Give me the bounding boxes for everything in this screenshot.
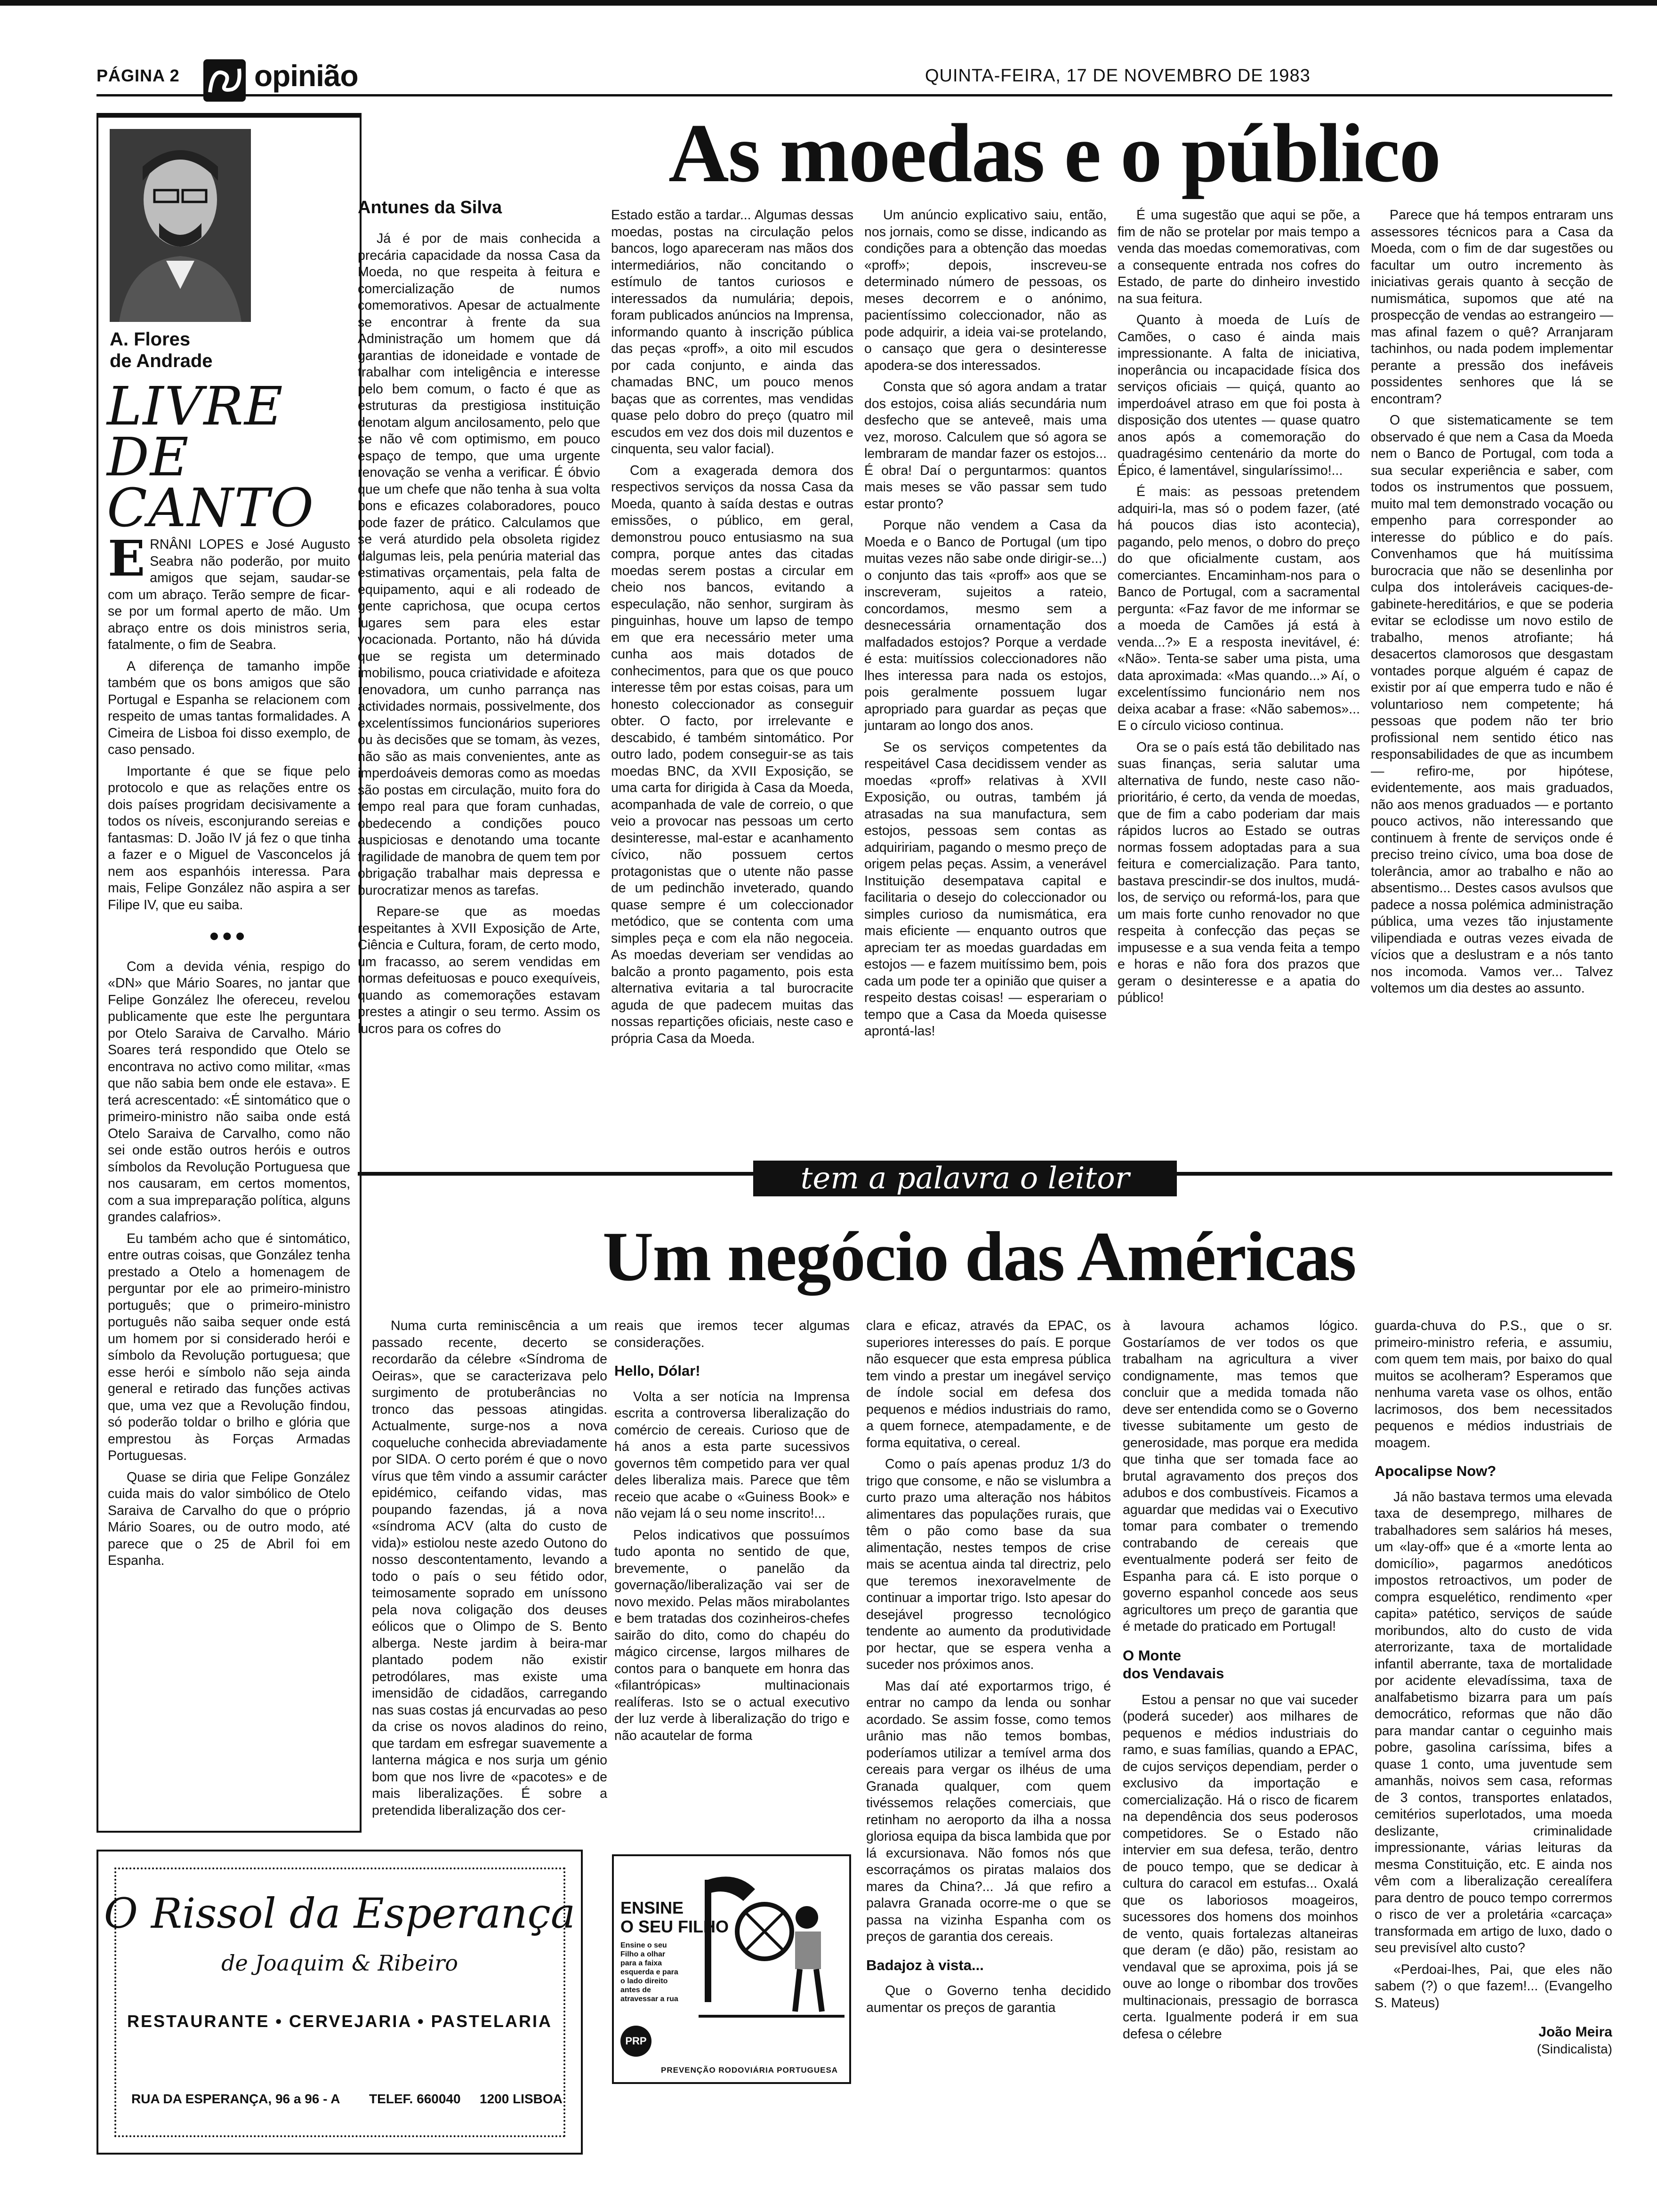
ad-illustration-icon (699, 1861, 845, 2030)
article2-title: Um negócio das Américas (603, 1218, 1356, 1296)
livre-de-canto-text (108, 537, 350, 1826)
article1-column-2 (611, 207, 853, 1158)
signature-note: (Sindicalista) (1536, 2041, 1612, 2056)
article2-column-2 (614, 1318, 850, 1826)
article2-column-5 (1375, 1318, 1612, 2179)
ad-footer: PREVENÇÃO RODOVIÁRIA PORTUGUESA (661, 2066, 838, 2075)
paragraph: à lavoura achamos lógico. Gostaríamos de ver todos os que trabalham na agricultura a viver condignamente, mas temos que concluir que a medida tomada não deve ser entendida como se o Governo tivesse subitamente um gesto de generosidade, mas porque era medida que tinha que ser tomada face ao brutal agravamento dos preços dos adubos e dos combustíveis. Ficamos a aguardar que medidas vai o Executivo tomar para combater o tremendo contrabando de cereais que eventualmente poderá ser feito de Espanha para cá. E isto porque o governo espanhol concede aos seus agricultores um preço de garantia que é metade do praticado em Portugal! (1123, 1318, 1358, 1634)
paragraph: O que sistematicamente se tem observado é que nem a Casa da Moeda nem o Banco de Portugal, com toda a sua secular experiência e saber, com todos os instrumentos que possuem, muito mal tem demonstrado vocação ou empenho para corresponder ao interesse do público e do país. Convenhamos que há muitíssima burocracia que não se desenlinha por culpa dos intoleráveis caciques-de-gabinete-hereditários, e que se poderia evitar se eclodisse um novo estilo de trabalho, menos atrofiante; há desacertos clamorosos que desgastam vontades porque alguém é capaz de existir por aí que emperra tudo e não é voluntarioso nem competente; há pessoas que podem não ter brio profissional nem sentido ético nas responsabilidades de que as incumbem — refiro-me, por hipótese, evidentemente, aos mais graduados, não aos menos graduados — e portanto pouco activos, não interessando que continuem à frente de serviços onde é preciso treino cívico, uma boa dose de tolerância, amor ao trabalho e não ao absentismo... Destes casos avulsos que padece a nossa polémica administração pública, uma vezes tão injustamente vilipendiada e outras vezes eivada de vícios que a deslustram e a nós tanto nos incomoda. Vamos ver... Talvez voltemos um dia destes ao assunto. (1371, 413, 1613, 996)
subhead-apocalipse: Apocalipse Now? (1375, 1463, 1496, 1479)
page-label: PÁGINA 2 (97, 66, 180, 85)
ad-phone: TELEF. 660040 (369, 2092, 461, 2106)
paragraph: Com a exagerada demora dos respectivos serviços da nossa Casa da Moeda, quanto à saída destas e outras emissões, o público, em geral, demonstrou pouco entusiasmo na sua compra, porque antes das citadas moedas serem postas a circular em cheio nos bancos, evitando a especulação, não senhor, surgiram às pinguinhas, houve um lapso de tempo em que era necessário meter uma cunha aos mais dotados de conhecimentos, para que os que pouco interesse têm por estas coisas, para um honesto coleccionador as conseguir obter. O facto, por irrelevante e descabido, é também sintomático. Por outro lado, podem conseguir-se as tais moedas BNC, da XVII Exposição, se uma carta for dirigida à Casa da Moeda, acompanhada de vale de correio, o que veio a provocar nas pessoas um certo desinteresse, mal-estar e acanhamento cívico, não possuem certos protagonistas que o utente não passe de um pedinchão inveterado, quando quase sempre é um coleccionador metódico, que se contenta com uma simples peça e com ela não negoceia. As moedas deveriam ser vendidas ao balcão a pronto pagamento, pois esta alternativa evitaria a tal burocracite aguda de que padecem muitas das nossas repartições oficiais, neste caso e própria Casa da Moeda. (611, 463, 853, 1046)
paragraph: Estou a pensar no que vai suceder (poderá suceder) aos milhares de pequenos e médios industriais do ramo, e suas famílias, quando a EPAC, de cujos serviços dependiam, perder o exclusivo da importação e comercialização. Há o risco de ficarem na dependência dos seus poderosos competidores. Se o Estado não intervier em sua defesa, terão, dentro de pouco tempo, que se dedicar à cultura do caracol em estufas... Oxalá que os laboriosos moageiros, sucessores dos homens dos moinhos de vento, quais fortalezas altaneiras que deram (e dão) pão, resistam ao vendaval que se aproxima, pois já se ouve ao longe o ribombar dos trovões multinacionais, pressagio de borrasca certa. Igualmente poderá ir em sua defesa o célebre (1123, 1692, 1358, 2042)
article1-column-1 (358, 231, 600, 1158)
author-name (110, 329, 213, 372)
ad-owner: de Joaquim & Ribeiro (221, 1950, 458, 1976)
paragraph: Como o país apenas produz 1/3 do trigo que consome, e não se vislumbra a curto prazo uma alteração nos hábitos alimentares das populações rurais, que têm o pão como base da sua alimentação, nestes tempos de crise mais se acentua ainda tal directriz, pelo que teremos inexoravelmente de continuar a importar trigo. Isto apesar do desejável progresso tecnológico tendente ao aumento da produtividade por hectar, que se espera venha a suceder nos próximos anos. (866, 1457, 1111, 1672)
rubric-line3: CANTO (107, 478, 315, 539)
ad-services: RESTAURANTE • CERVEJARIA • PASTELARIA (127, 2012, 552, 2031)
article1-column-3 (864, 207, 1107, 1158)
paragraph: Já é por de mais conhecida a precária capacidade da nossa Casa da Moeda, no que respeita à feitura e comercialização de numos comemorativos. Apesar de actualmente se encontrar à frente da sua Administração um homem que dá garantias de idoneidade e vontade de trabalhar com inteligência e interesse pelo bem comum, o facto é que as estruturas da prestigiosa instituição denotam algum ancilosamento, pelo que se não vê com optimismo, em pouco espaço de tempo, que uma urgente renovação se venha a verificar. É óbvio que um chefe que não tenha à sua volta bons e eficazes colaboradores, pouco pode fazer de prático. Calculamos que se verá aturdido pela obsoleta rigidez dalgumas leis, pela penúria material das estimativas orçamentais, pela falta de equipamento, aqui e ali rodeado de gente caprichosa, que ocupa certos lugares sem para eles estar vocacionada. Portanto, não há dúvida que se regista um determinado imobilismo, pouca criatividade e afoiteza renovadora, um cunho parrança nas actividades normais, possivelmente, dos excelentíssimos funcionários superiores ou às decisões que se tomam, às vezes, não são as mais convenientes, ante as imperdoáveis demoras como as moedas são postas em circulação, muito fora do tempo real para que foram cunhadas, obedecendo a condições pouco auspiciosas e denotando uma tocante fragilidade de manobra de quem tem por obrigação trabalhar mais depressa e burocratizar menos as tarefas. (358, 231, 600, 898)
subhead-line1: O Monte (1123, 1647, 1181, 1664)
paragraph: guarda-chuva do P.S., que o sr. primeiro-ministro referia, e assumiu, com quem tem mais, por baixo do qual muitos se acolheram? Esperamos que nenhuma vareta vase os olhos, então lacrimosos, dos bem necessitados pequenos e médios industriais de moagem. (1375, 1318, 1612, 1451)
article2-column-3 (866, 1318, 1111, 2179)
signature: João Meira (1538, 2024, 1612, 2040)
paragraph: Pelos indicativos que possuímos tudo aponta no sentido de que, brevemente, o panelão da governação/liberalização vai ser de novo mexido. Pelas mãos mirabolantes e bem tratadas dos cozinheiros-chefes sairão do dito, como do chapéu do mágico circense, largos milhares de contos para o banquete em honra das «filantrópicas» multinacionais realíferas. Isto se o actual executivo der luz verde à liberalização do trigo e não acautelar de forma (614, 1527, 850, 1743)
ad-address: RUA DA ESPERANÇA, 96 a 96 - A (131, 2092, 340, 2106)
article1-title: As moedas e o público (668, 106, 1440, 200)
paragraph: Parece que há tempos entraram uns assessores técnicos para a Casa da Moeda, com o fim de dar sugestões ou facultar um outro incremento às iniciativas gerais quanto à secção de numismática, supomos que até na prospecção de vendas ao estrangeiro — mas afinal fazem o quê? Arranjaram tachinhos, ou nada podem implementar perante a pressão dos inefáveis possidentes senhores que lá se encontram? (1371, 208, 1613, 407)
prp-logo-icon: PRP (620, 2026, 652, 2057)
article1-byline: Antunes da Silva (358, 198, 502, 217)
paragraph: Repare-se que as moedas respeitantes à XVII Exposição de Arte, Ciência e Cultura, foram, de certo modo, um fracasso, ao serem vendidas em normas defeituosas e pouco exequíveis, quando as comemorações estavam prestes a atingir o seu termo. Assim os lucros para os cofres do (358, 904, 600, 1036)
author-name-line1: A. Flores (110, 329, 191, 350)
paragraph: clara e eficaz, através da EPAC, os superiores interesses do país. E porque não esquecer que esta empresa pública tem vindo a prestar um inegável serviço de índole social em defesa dos pequenos e médios industriais do ramo, a quem fornece, atempadamente, e de forma equitativa, o cereal. (866, 1318, 1111, 1451)
subhead-hello-dolar: Hello, Dólar! (614, 1362, 700, 1379)
ad-restaurant-name: O Rissol da Esperança (104, 1889, 576, 1938)
paragraph: Mas daí até exportarmos trigo, é entrar no campo da lenda ou sonhar acordado. Se assim fosse, como temos urânio mas não temos bombas, poderíamos utilizar a temível arma dos cereais para vergar os ilhéus de uma Granada qualquer, com quem tivéssemos relações comerciais, que retinham no aeroporto da ilha a nossa gloriosa equipa da bisca lambida que por lá excursionava. Não fomos nós que escorraçámos os piratas malaios dos mares da China?... Já que refiro a palavra Granada ocorre-me o que se passa na vizinha Espanha com os preços de garantia dos cereais. (866, 1678, 1111, 1944)
article2-column-4 (1123, 1318, 1358, 2179)
paragraph: Volta a ser notícia na Imprensa escrita a controversa liberalização do comércio de cereais. Curioso que de há anos a esta parte sucessivos governos têm competido para ver qual deles liberaliza mais. Parece que têm receio que acabe o «Guiness Book» e não vejam lá o seu nome inscrito!... (614, 1389, 850, 1521)
paragraph: Quanto à moeda de Luís de Camões, o caso é ainda mais impressionante. A falta de iniciativa, inoperância ou incapacidade física dos serviços oficiais — quiçá, quanto ao imperdoável atraso em que foi posta à disposição dos utentes — quase quatro anos após a comemoração do quadragésimo centenário da morte do Épico, é lamentável, singularíssimo!... (1118, 313, 1360, 478)
paragraph: É mais: as pessoas pretendem adquiri-la, mas só o podem fazer, (até há poucos dias isto acontecia), pagando, pelo menos, o dobro do preço do que oficialmente custam, aos comerciantes. Encaminham-nos para o Banco de Portugal, com a sacramental pergunta: «Faz favor de me informar se a moeda de Camões já está à venda...?» E a resposta inevitável, é: «Não». Tenta-se saber uma pista, uma data aproximada: «Mas quando...» Aí, o excelentíssimo funcionário nem nos deixa acabar a frase: «Não sabemos»... E o círculo vicioso continua. (1118, 484, 1360, 733)
ad-body: Ensine o seu Filho a olhar para a faixa esquerda e para o lado direito antes de atravessar a rua (620, 1941, 678, 2003)
header-rule (97, 94, 1612, 96)
column-rubric (107, 376, 315, 539)
rubric-line2: DE (107, 427, 190, 488)
author-name-line2: de Andrade (110, 351, 213, 371)
subhead-badajoz: Badajoz à vista... (866, 1956, 984, 1973)
ad-headline-line2: O SEU FILHO (620, 1917, 729, 1936)
closing-quote: «Perdoai-lhes, Pai, que eles não sabem (?) o que fazem!... (Evangelho S. Mateus) (1375, 1962, 1612, 2011)
issue-date: QUINTA-FEIRA, 17 DE NOVEMBRO DE 1983 (925, 66, 1311, 86)
top-edge-bar (0, 0, 1657, 6)
paragraph: Com a devida vénia, respigo do «DN» que Mário Soares, no jantar que Felipe González lhe ofereceu, revelou publicamente que este lhe perguntara por Otelo Saraiva de Carvalho. Mário Soares terá respondido que Otelo se encontrava no activo como militar, «mas que não sabia bem onde ele estava». E terá acrescentado: «É sintomático que o primeiro-ministro não saiba onde está Otelo Saraiva de Carvalho, como não sei onde estão outros heróis e outros símbolos da Revolução Portuguesa que nos causaram, em certos momentos, com a sua impreparação política, alguns grandes calafrios». (108, 959, 350, 1225)
paragraph: A diferença de tamanho impõe também que os bons amigos que são Portugal e Espanha se relacionem com respeito de umas tantas formalidades. A Cimeira de Lisboa foi disso exemplo, de caso pensado. (108, 658, 350, 757)
paragraph: Se os serviços competentes da respeitável Casa decidissem vender as moedas «proff» relativas à XVII Exposição, ou outras, também já atrasadas na sua manufactura, sem estojos, pessoas sem contas as adquiririam, pagando o mesmo preço de origem pelas peças. Assim, a venerável Instituição desempatava capital e facilitaria o desejo do coleccionador ou simples curioso da numismática, era mais eficiente — enquanto outros que apreciam ter as moedas guardadas em estojos — e fazem muitíssimo bem, pois cada um pode ter a opinião que quiser a respeito destas coisas! — esperariam o tempo que a Casa da Moeda quisesse aprontá-las! (864, 739, 1107, 1039)
rubric-line1: LIVRE (107, 376, 284, 437)
paragraph: Já não bastava termos uma elevada taxa de desemprego, milhares de trabalhadores sem salários há meses, um «lay-off» que é a «morte lenta ao domicílio», pagarmos anedóticos impostos retroactivos, um poder de compra esquelético, rendimento «per capita» patético, serviços de saúde moribundos, alto do custo de vida aterrorizante, taxa de mortalidade infantil aberrante, taxa de mortalidade por acidente elevadíssima, taxa de analfabetismo bizarra para um país democrático, reformas que não dão para mandar cantar o ceguinho mais pobre, gasolina caríssima, bifes a quase 1 conto, uma juventude sem amanhãs, noivos sem casa, reformas de 3 contos, transportes enlatados, cemitérios superlotados, uma moeda deslizante, criminalidade impressionante, várias leituras da mesma Constituição, etc. E ainda nos vêm com a liberalização cerealífera para dentro de pouco tempo corrermos o risco de ver a proletária «carcaça» transformada em artigo de luxo, dado o seu previsível alto custo? (1375, 1489, 1612, 1956)
ad-headline-line1: ENSINE (620, 1898, 684, 1917)
article2-column-1 (372, 1318, 607, 1826)
paragraph: RNÂNI LOPES e José Augusto Seabra não poderão, por muito amigos que sejam, saudar-se com um abraço. Terão sempre de ficar-se por um formal aperto de mão. Um abraço entre os dois ministros seria, fatalmente, o fim de Seabra. (108, 537, 350, 652)
paragraph: Eu também acho que é sintomático, entre outras coisas, que González tenha prestado a Otelo a homenagem de perguntar por ele ao primeiro-ministro português; que o primeiro-ministro português não saiba sequer onde está um homem por si considerado herói e símbolo da Revolução portuguesa; que esse herói e símbolo não seja ainda general e retirado das funções activas que, uma vez que a Revolução findou, só poderão toldar o brilho e glória que emprestou às Forças Armadas Portuguesas. (108, 1231, 350, 1463)
author-photo (110, 129, 251, 322)
drop-cap: E (108, 537, 145, 587)
subhead-line2: dos Vendavais (1123, 1665, 1224, 1682)
paragraph: Ora se o país está tão debilitado nas suas finanças, seria salutar uma alternativa de fundo, neste caso não-prioritário, é certo, da venda de moedas, que de fim a cabo poderiam dar mais rápidos lucros ao Estado se outras normas fossem adoptadas para a sua feitura e comercialização. Para tanto, bastava prescindir-se dos inultos, mudá-los, de serviço ou reformá-los, para que um mais forte cunho renovador no que respeita à confecção das peças se impusesse e a sua venda feita a tempo e horas e não fora dos prazos que geram o desinteresse e a apatia do público! (1118, 739, 1360, 1005)
section-name: opinião (254, 59, 358, 93)
ad-city: 1200 LISBOA (480, 2092, 563, 2106)
paragraph: Um anúncio explicativo saiu, então, nos jornais, como se disse, indicando as condições para a obtenção das moedas «proff»; depois, inscreveu-se determinado número de pessoas, os meses decorrem e o anónimo, pacientíssimo coleccionador, não as pode adquirir, a ideia vai-se protelando, o cansaço que gera o desinteresse apodera-se dos interessados. (864, 208, 1107, 373)
livre-de-canto-box (97, 113, 362, 1833)
paragraph: reais que iremos tecer algumas considerações. (614, 1318, 850, 1350)
article1-column-4 (1118, 207, 1360, 1158)
paragraph: Numa curta reminiscência a um passado recente, decerto se recordarão da célebre «Síndroma de Oeiras», que se caracterizava pelo surgimento de protuberâncias no tronco das pessoas atingidas. Actualmente, surge-nos a nova coqueluche conhecida abreviadamente por SIDA. O certo porém é que o novo vírus que têm vindo a assumir carácter epidémico, ceifando vidas, mas poupando fazendas, já a nova «síndroma ACV (alta do custo de vida)» estiolou neste azedo Outono do nosso descontentamento, levando a todo o país o seu fétido odor, teimosamente soprado em uníssono pela nova coligação dos deuses eólicos que o Olimpo de S. Bento alberga. Neste jardim à beira-mar plantado podem não existir petrodólares, mas existe uma imensidão de cidadãos, carregando nas suas costas já encurvadas ao peso da crise os novos aladinos do reino, que tardam em esfregar suavemente a lanterna mágica e nos surja um génio bom que nos livre de «pacotes» e de mais liberalizações. É sobre a pretendida liberalização dos cer- (372, 1318, 607, 1818)
ad-road-safety (612, 1854, 851, 2084)
paragraph: Quase se diria que Felipe González cuida mais do valor simbólico de Otelo Saraiva de Carvalho do que o próprio Mário Soares, ou de outro modo, até parece que o 25 de Abril foi em Espanha. (108, 1469, 350, 1568)
section-separator: ••• (209, 921, 249, 951)
paragraph: Porque não vendem a Casa da Moeda e o Banco de Portugal (um tipo muitas vezes não sabe onde dirigir-se...) o conjunto das tais «proff» aos que se inscreveram, sujeitos a rateio, concordamos, mesmo sem a desnecessária ornamentação dos malfadados estojos? Porque a verdade é esta: muitíssios coleccionadores não lhes interessa para nada os estojos, pois geralmente possuem lugar apropriado para guardar as peças que juntaram ao longo dos anos. (864, 518, 1107, 733)
paragraph: Que o Governo tenha decidido aumentar os preços de garantia (866, 1983, 1111, 2015)
paragraph: Estado estão a tardar... Algumas dessas moedas, postas na circulação pelos bancos, logo apareceram nas mãos dos intermediários, não concitando o estímulo de tantos curiosos e interessados da numulária; depois, foram publicados anúncios na Imprensa, informando quanto à inscrição pública das peças «proff», a oito mil escudos por cada conjunto, e ainda das chamadas BNC, um pouco menos baças que as correntes, mas vendidas quase pelo dobro do preço (quatro mil escudos em vez dos dois mil duzentos e cinquenta, seu valor facial). (611, 208, 853, 457)
paragraph: Importante é que se fique pelo protocolo e que as relações entre os dois países progridam decisivamente a todos os níveis, esconjurando sereias e fantasmas: D. João IV já fez o que tinha a fazer e o Miguel de Vasconcelos já nem aos espanhóis interessa. Para mais, Felipe González não aspira a ser Filipe IV, que eu saiba. (108, 763, 350, 913)
subhead-monte-vendavais (1123, 1647, 1358, 1683)
paragraph: É uma sugestão que aqui se põe, a fim de não se protelar por mais tempo a venda das moedas comemorativas, com a consequente entrada nos cofres do Estado, de parte do dinheiro investido na sua feitura. (1118, 208, 1360, 306)
ad-rissol-da-esperanca (97, 1850, 583, 2155)
article1-column-5 (1371, 207, 1613, 1158)
paragraph: Consta que só agora andam a tratar dos estojos, coisa aliás secundária num desfecho que se anteveê, mais uma vez, moroso. Calculem que só agora se lembraram de mandar fazer os estojos... É obra! Daí o perguntarmos: quantos mais meses se vão passar sem tudo estar pronto? (864, 379, 1107, 512)
reader-section-banner: tem a palavra o leitor (753, 1161, 1177, 1196)
